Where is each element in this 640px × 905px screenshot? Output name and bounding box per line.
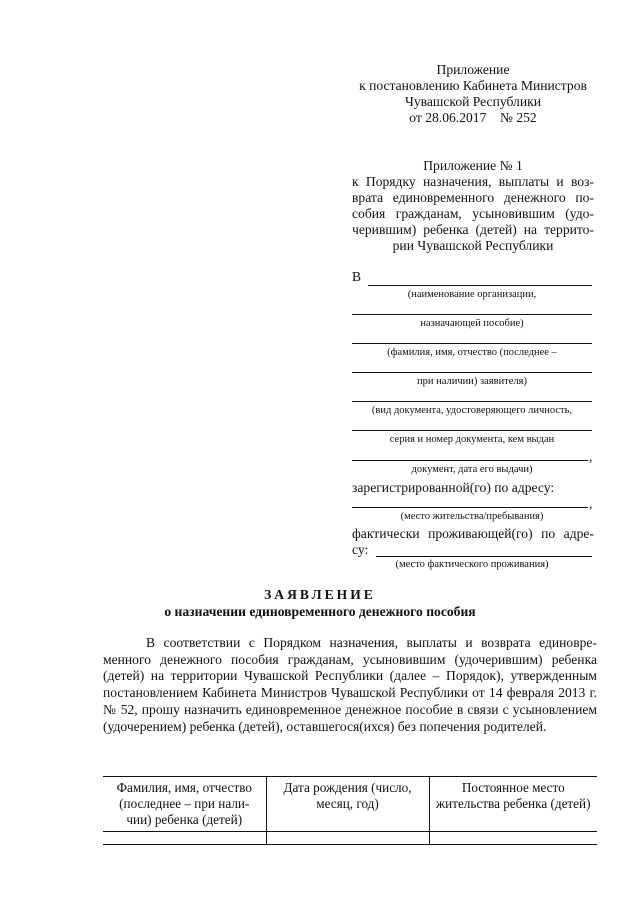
to-prefix: В [352, 269, 362, 284]
table-header-row [103, 777, 597, 832]
statement-subtitle: о назначении единовременного денежного пособия [164, 604, 476, 619]
appendix1-title: Приложение № 1 [423, 158, 523, 173]
col-header-birthdate: Дата рождения (число, месяц, год) [266, 777, 429, 832]
appendix1-line: к Порядку назначения, выплаты и воз- [352, 174, 594, 189]
registered-address-line[interactable] [352, 507, 588, 508]
org-name-line-2[interactable] [352, 314, 592, 315]
appendix-line: Чувашской Республики [405, 94, 541, 109]
registered-label: зарегистрированной(го) по адресу: [352, 480, 555, 495]
caption-applicant-name: (фамилия, имя, отчество (последнее – [387, 347, 557, 358]
comma: , [589, 449, 593, 464]
appendix-line: к постановлению Кабинета Министров [359, 78, 587, 93]
caption-id-issued: документ, дата его выдачи) [411, 464, 533, 475]
id-doc-line[interactable] [352, 401, 592, 402]
table-row [103, 832, 597, 845]
col-header-residence: Постоянное место жительства ребенка (детей) [429, 777, 597, 832]
comma: , [589, 496, 593, 511]
appendix1-line: черившим) ребенка (детей) на террито- [352, 222, 594, 237]
children-table [103, 776, 597, 845]
caption-applicant-patronymic: при наличии) заявителя) [416, 376, 527, 387]
caption-org-name: (наименование организации, [407, 289, 537, 300]
appendix1-line: собия гражданам, усыновившим (удо- [352, 206, 594, 221]
table-cell-name[interactable] [103, 832, 266, 845]
appendix-line: Приложение [436, 62, 510, 77]
id-doc-issued-line[interactable] [352, 460, 588, 461]
actual-label-2: су: [352, 542, 369, 557]
actual-address-line[interactable] [376, 556, 592, 557]
table-cell-birthdate[interactable] [266, 832, 429, 845]
appendix1-block [352, 158, 594, 254]
org-name-line[interactable] [368, 285, 592, 286]
appendix-header [352, 62, 594, 126]
caption-id-series: серия и номер документа, кем выдан [389, 434, 555, 445]
appendix1-line: рии Чувашской Республики [392, 238, 554, 253]
caption-registered: (место жительства/пребывания) [400, 511, 544, 522]
applicant-name-line-2[interactable] [352, 372, 592, 373]
caption-id-doc: (вид документа, удостоверяющего личность, [371, 405, 573, 416]
statement-title: ЗАЯВЛЕНИЕ [264, 587, 376, 602]
appendix1-line: врата единовременного денежного по- [352, 190, 594, 205]
caption-actual: (место фактического проживания) [395, 559, 549, 570]
id-doc-series-line[interactable] [352, 430, 592, 431]
applicant-name-line[interactable] [352, 343, 592, 344]
statement-paragraph: В соответствии с Порядком назначения, выплаты и возврата единовре-менного денежного пособия гражданам, усыновившим (удочерившим) ребенка (детей) на территории Чувашской Республики (далее – Порядок), утвержденным постановлением Кабинета Министров Чувашской Республики от 14 февраля 2013 г. № 52, прошу назначить единовременное денежное пособие в связи с усыновлением (удочерением) ребенка (детей), оставшегося(ихся) без попечения родителей. [103, 635, 597, 734]
appendix-line: от 28.06.2017 № 252 [409, 110, 537, 125]
actual-label: фактически проживающей(го) по адре- [352, 526, 594, 541]
caption-org-assigning: назначающей пособие) [420, 318, 524, 329]
table-cell-residence[interactable] [429, 832, 597, 845]
col-header-name: Фамилия, имя, отчество (последнее – при нали-чии) ребенка (детей) [103, 777, 266, 832]
